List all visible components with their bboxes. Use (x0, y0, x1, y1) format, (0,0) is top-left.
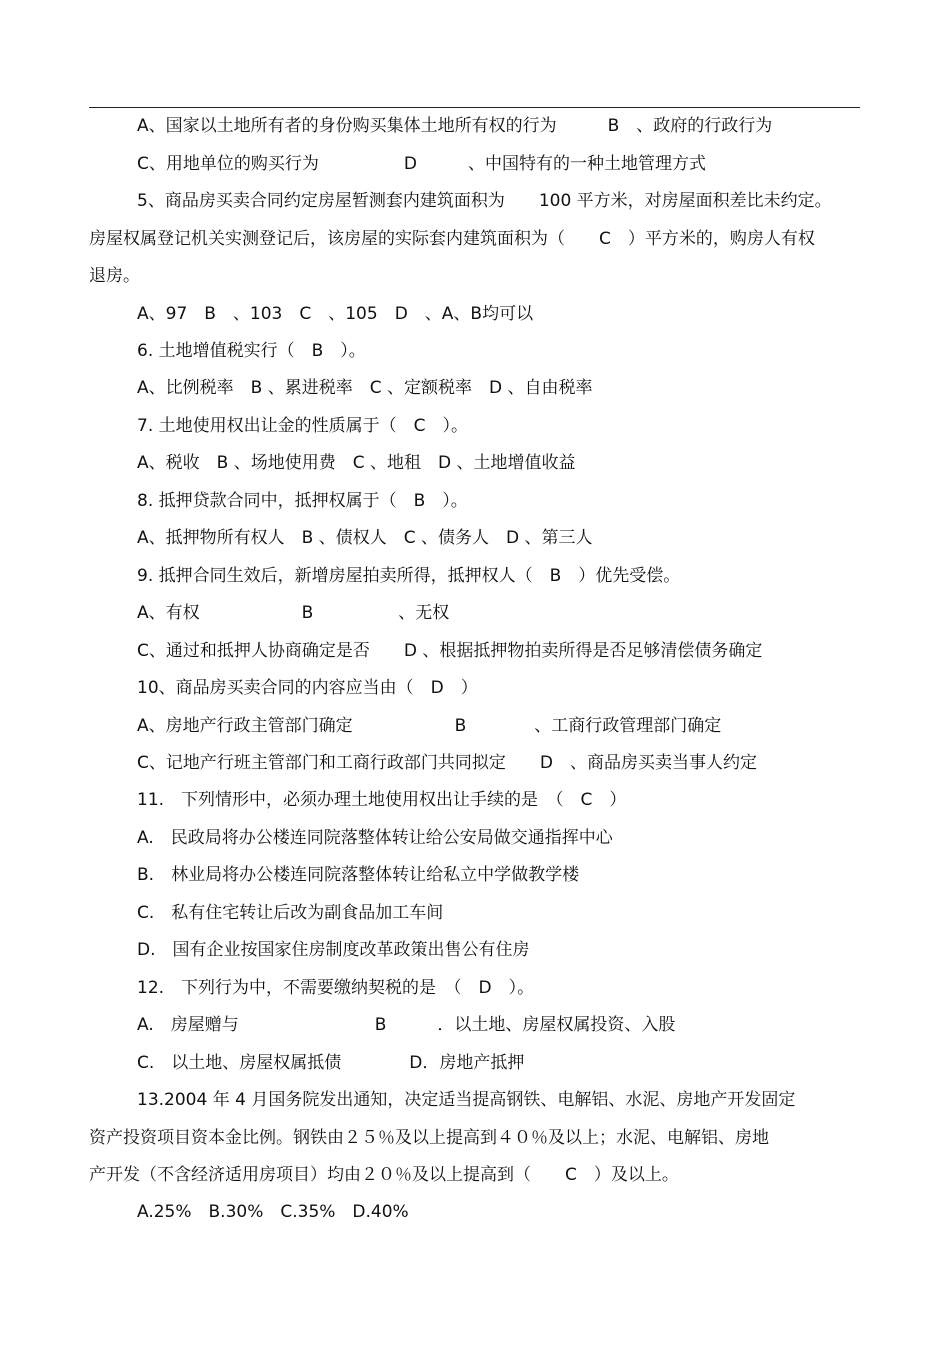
q5-question-cont: 房屋权属登记机关实测登记后，该房屋的实际套内建筑面积为（ C ）平方米的，购房人有权 (89, 229, 815, 249)
q13-options: A.25% B.30% C.35% D.40% (137, 1202, 409, 1222)
header-rule (89, 107, 860, 108)
q11-option-c: C. 私有住宅转让后改为副食品加工车间 (137, 903, 444, 923)
q9-options-ab: A、有权 B 、无权 (137, 603, 450, 623)
q13-question: 13.2004 年 4 月国务院发出通知，决定适当提高钢铁、电解铝、水泥、房地产开发固定 (137, 1090, 796, 1110)
q8-question: 8. 抵押贷款合同中，抵押权属于（ B ）。 (137, 491, 468, 511)
q4-options-ab: A、国家以土地所有者的身份购买集体土地所有权的行为 B 、政府的行政行为 (137, 116, 773, 136)
q7-options: A、税收 B 、场地使用费 C 、地租 D 、土地增值收益 (137, 453, 576, 473)
q10-question: 10、商品房买卖合同的内容应当由（ D ） (137, 678, 478, 698)
q5-question: 5、商品房买卖合同约定房屋暂测套内建筑面积为 100 平方米，对房屋面积差比未约定。 (137, 191, 832, 211)
q12-options-cd: C. 以土地、房屋权属抵债 D．房地产抵押 (137, 1053, 525, 1073)
q7-question: 7. 土地使用权出让金的性质属于（ C ）。 (137, 416, 468, 436)
q11-option-b: B. 林业局将办公楼连同院落整体转让给私立中学做教学楼 (137, 865, 580, 885)
q11-question: 11. 下列情形中，必须办理土地使用权出让手续的是 （ C ） (137, 790, 627, 810)
q12-options-ab: A. 房屋赠与 B ．以土地、房屋权属投资、入股 (137, 1015, 676, 1035)
q9-options-cd: C、通过和抵押人协商确定是否 D 、根据抵押物拍卖所得是否足够清偿债务确定 (137, 641, 763, 661)
q13-question-cont: 资产投资项目资本金比例。钢铁由２５％及以上提高到４０％及以上；水泥、电解铝、房地 (89, 1128, 769, 1148)
q13-question-end: 产开发（不含经济适用房项目）均由２０％及以上提高到（ C ）及以上。 (89, 1165, 679, 1185)
q4-options-cd: C、用地单位的购买行为 D 、中国特有的一种土地管理方式 (137, 154, 706, 174)
q5-question-end: 退房。 (89, 266, 140, 286)
q6-options: A、比例税率 B 、累进税率 C 、定额税率 D 、自由税率 (137, 378, 593, 398)
q11-option-d: D. 国有企业按国家住房制度改革政策出售公有住房 (137, 940, 530, 960)
q6-question: 6. 土地增值税实行（ B ）。 (137, 341, 366, 361)
q11-option-a: A. 民政局将办公楼连同院落整体转让给公安局做交通指挥中心 (137, 828, 613, 848)
q12-question: 12. 下列行为中，不需要缴纳契税的是 （ D ）。 (137, 978, 535, 998)
q9-question: 9. 抵押合同生效后，新增房屋拍卖所得，抵押权人（ B ）优先受偿。 (137, 566, 681, 586)
q10-options-cd: C、记地产行班主管部门和工商行政部门共同拟定 D 、商品房买卖当事人约定 (137, 753, 757, 773)
q8-options: A、抵押物所有权人 B 、债权人 C 、债务人 D 、第三人 (137, 528, 593, 548)
q5-options: A、97 B 、103 C 、105 D 、A、B均可以 (137, 304, 534, 324)
q10-options-ab: A、房地产行政主管部门确定 B 、工商行政管理部门确定 (137, 716, 722, 736)
